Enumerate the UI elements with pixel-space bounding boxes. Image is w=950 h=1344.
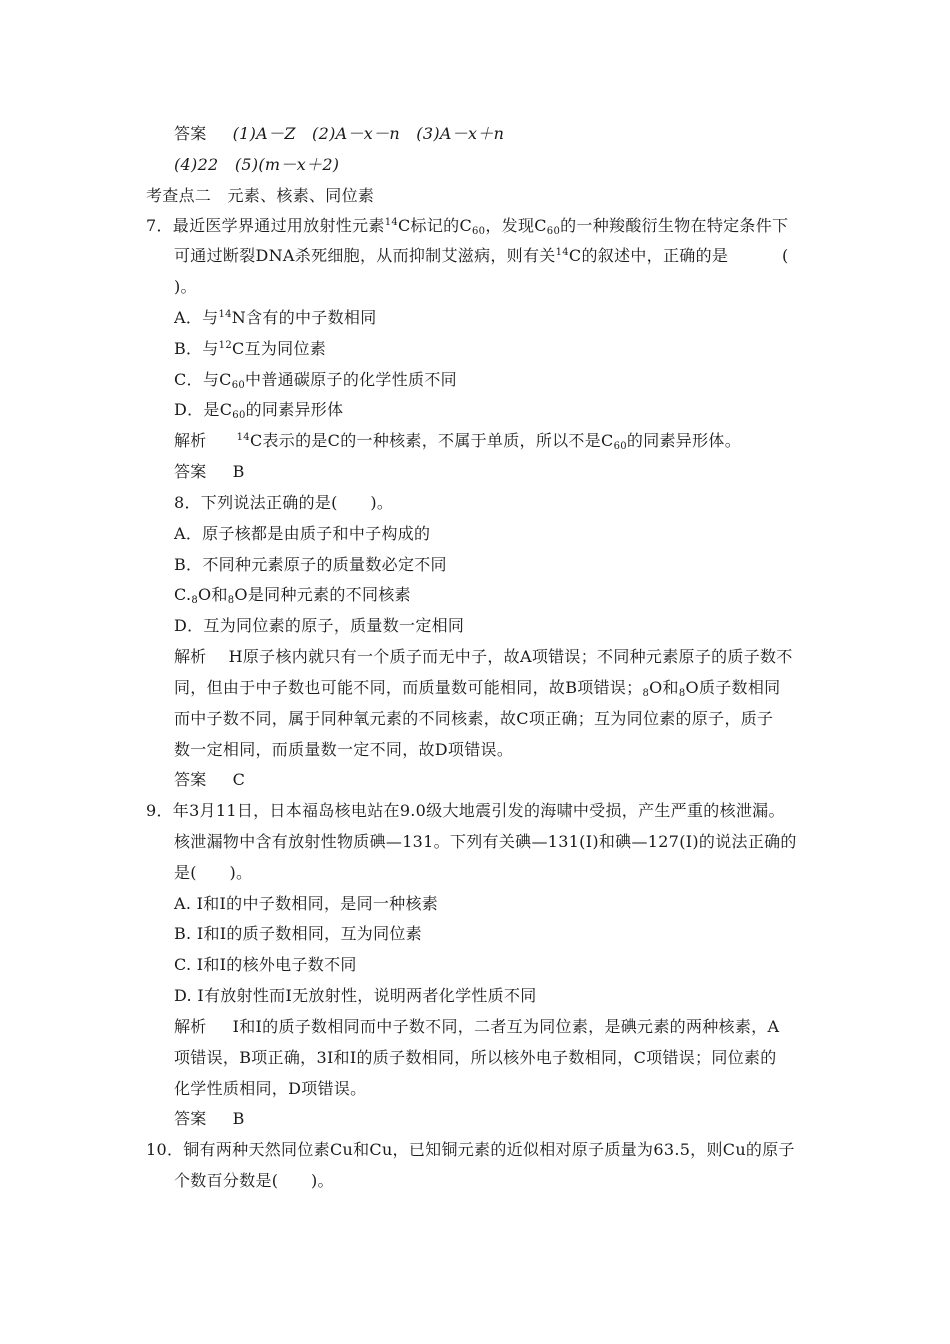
q7-stem-line2 [174,246,728,266]
question-number: 7． [146,216,173,235]
q7-option-b [174,339,326,359]
q9-option-a: A. I和I的中子数相同，是同一种核素 [174,894,439,913]
stem-text: C标记的C [398,216,473,235]
option-text: O和 [198,585,228,604]
analysis-text: C表示的是C的一种核素，不属于单质，所以不是C [249,431,614,450]
q8-analysis-line3: 而中子数不同，属于同种氧元素的不同核素，故C项正确；互为同位素的原子，质子 [174,709,774,728]
option-text: A．与 [174,308,219,327]
option-text: 的同素异形体 [245,400,344,419]
subscript: 60 [232,410,246,421]
mass-number: 14 [555,247,569,258]
q9-answer [174,1109,245,1129]
q9-stem-line2: 核泄漏物中含有放射性物质碘—131。下列有关碘—131(I)和碘—127(I)的说法正确的 [174,832,797,851]
stem-text: C的叙述中，正确的是 [568,246,729,265]
mass-number: 14 [384,217,399,228]
option-text: C互为同位素 [232,339,327,358]
prev-answer-line2 [174,155,339,175]
stem-text: 可通过断裂DNA杀死细胞，从而抑制艾滋病，则有关 [174,246,556,265]
mass-number: 12 [218,340,232,351]
analysis-text: O质子数相同 [685,678,781,697]
q7-answer [174,462,245,482]
analysis-label: 解析 [174,647,207,666]
atomic-number: 8 [227,595,235,606]
stem-text: ，发现C [485,216,547,235]
option-text: C．与C [174,370,232,389]
analysis-text: 的同素异形体。 [626,431,742,450]
q9-analysis-line3: 化学性质相同，D项错误。 [174,1079,367,1098]
q8-option-c [174,585,411,605]
q8-option-a: A．原子核都是由质子和中子构成的 [174,524,431,543]
analysis-text: I和I的质子数相同而中子数不同，二者互为同位素，是碘元素的两种核素，A [232,1017,780,1036]
answer-bracket-open: ( [782,246,789,265]
option-text: C. [174,585,192,604]
subscript: 60 [231,380,246,391]
q8-analysis-line1 [174,647,793,667]
answer-value: B [232,462,245,481]
analysis-label: 解析 [174,1017,207,1036]
subscript: 60 [546,226,561,237]
analysis-text: 同，但由于中子数也可能不同，而质量数可能相同，故B项错误； [174,678,643,697]
q8-stem: 8．下列说法正确的是( )。 [174,493,394,512]
subscript: 60 [472,226,486,237]
answer-label: 答案 [174,770,207,789]
q7-option-d [174,400,343,420]
answer-label: 答案 [174,124,207,143]
atomic-number: 8 [191,595,199,606]
answer-value: B [232,1109,245,1128]
mass-number: 14 [218,309,232,320]
q7-option-c [174,370,457,390]
atomic-number: 8 [678,688,686,699]
option-text: O是同种元素的不同核素 [234,585,411,604]
q9-stem-line3: 是( )。 [174,863,253,882]
atomic-number: 8 [642,688,650,699]
q9-option-d: D. I有放射性而I无放射性，说明两者化学性质不同 [174,986,537,1005]
analysis-label: 解析 [174,431,207,450]
answer-text: (4)22 (5)(m－x＋2) [174,155,340,174]
section-title: 考查点二 元素、核素、同位素 [146,186,375,205]
q9-analysis-line1 [174,1017,779,1037]
mass-number: 14 [236,432,250,443]
q8-option-d: D．互为同位素的原子，质量数一定相同 [174,616,465,635]
q9-option-c: C. I和I的核外电子数不同 [174,955,357,974]
analysis-text: O和 [649,678,679,697]
q10-stem-line2: 个数百分数是( )。 [174,1171,334,1190]
subscript: 60 [613,441,627,452]
q10-stem-line1: 10．铜有两种天然同位素Cu和Cu，已知铜元素的近似相对原子质量为63.5，则Cu的原子 [146,1140,795,1159]
q9-analysis-line2: 项错误，B项正确，3I和I的质子数相同，所以核外电子数相同，C项错误；同位素的 [174,1048,777,1067]
stem-text: 的一种羧酸衍生物在特定条件下 [560,216,789,235]
q9-option-b: B. I和I的质子数相同，互为同位素 [174,924,422,943]
option-text: 中普通碳原子的化学性质不同 [245,370,457,389]
q7-analysis [174,431,741,451]
q8-analysis-line4: 数一定相同，而质量数一定不同，故D项错误。 [174,740,514,759]
q7-stem-line1 [146,216,788,236]
stem-text: 最近医学界通过用放射性元素 [172,216,385,235]
q9-stem-line1: 9．年3月11日，日本福岛核电站在9.0级大地震引发的海啸中受损，产生严重的核泄漏。 [146,801,785,820]
analysis-text: H原子核内就只有一个质子而无中子，故A项错误；不同种元素原子的质子数不 [228,647,793,666]
answer-text: (1)A－Z (2)A－x－n (3)A－x＋n [232,124,505,143]
option-text: B．与 [174,339,219,358]
answer-value: C [232,770,246,789]
q8-option-b: B．不同种元素原子的质量数必定不同 [174,555,447,574]
prev-answer-line1 [174,124,504,144]
q7-option-a [174,308,377,328]
q8-answer [174,770,245,790]
option-text: N含有的中子数相同 [231,308,377,327]
option-text: D．是C [174,400,233,419]
q8-analysis-line2 [174,678,780,698]
answer-label: 答案 [174,1109,207,1128]
q7-stem-line3: )。 [174,277,197,296]
answer-label: 答案 [174,462,207,481]
